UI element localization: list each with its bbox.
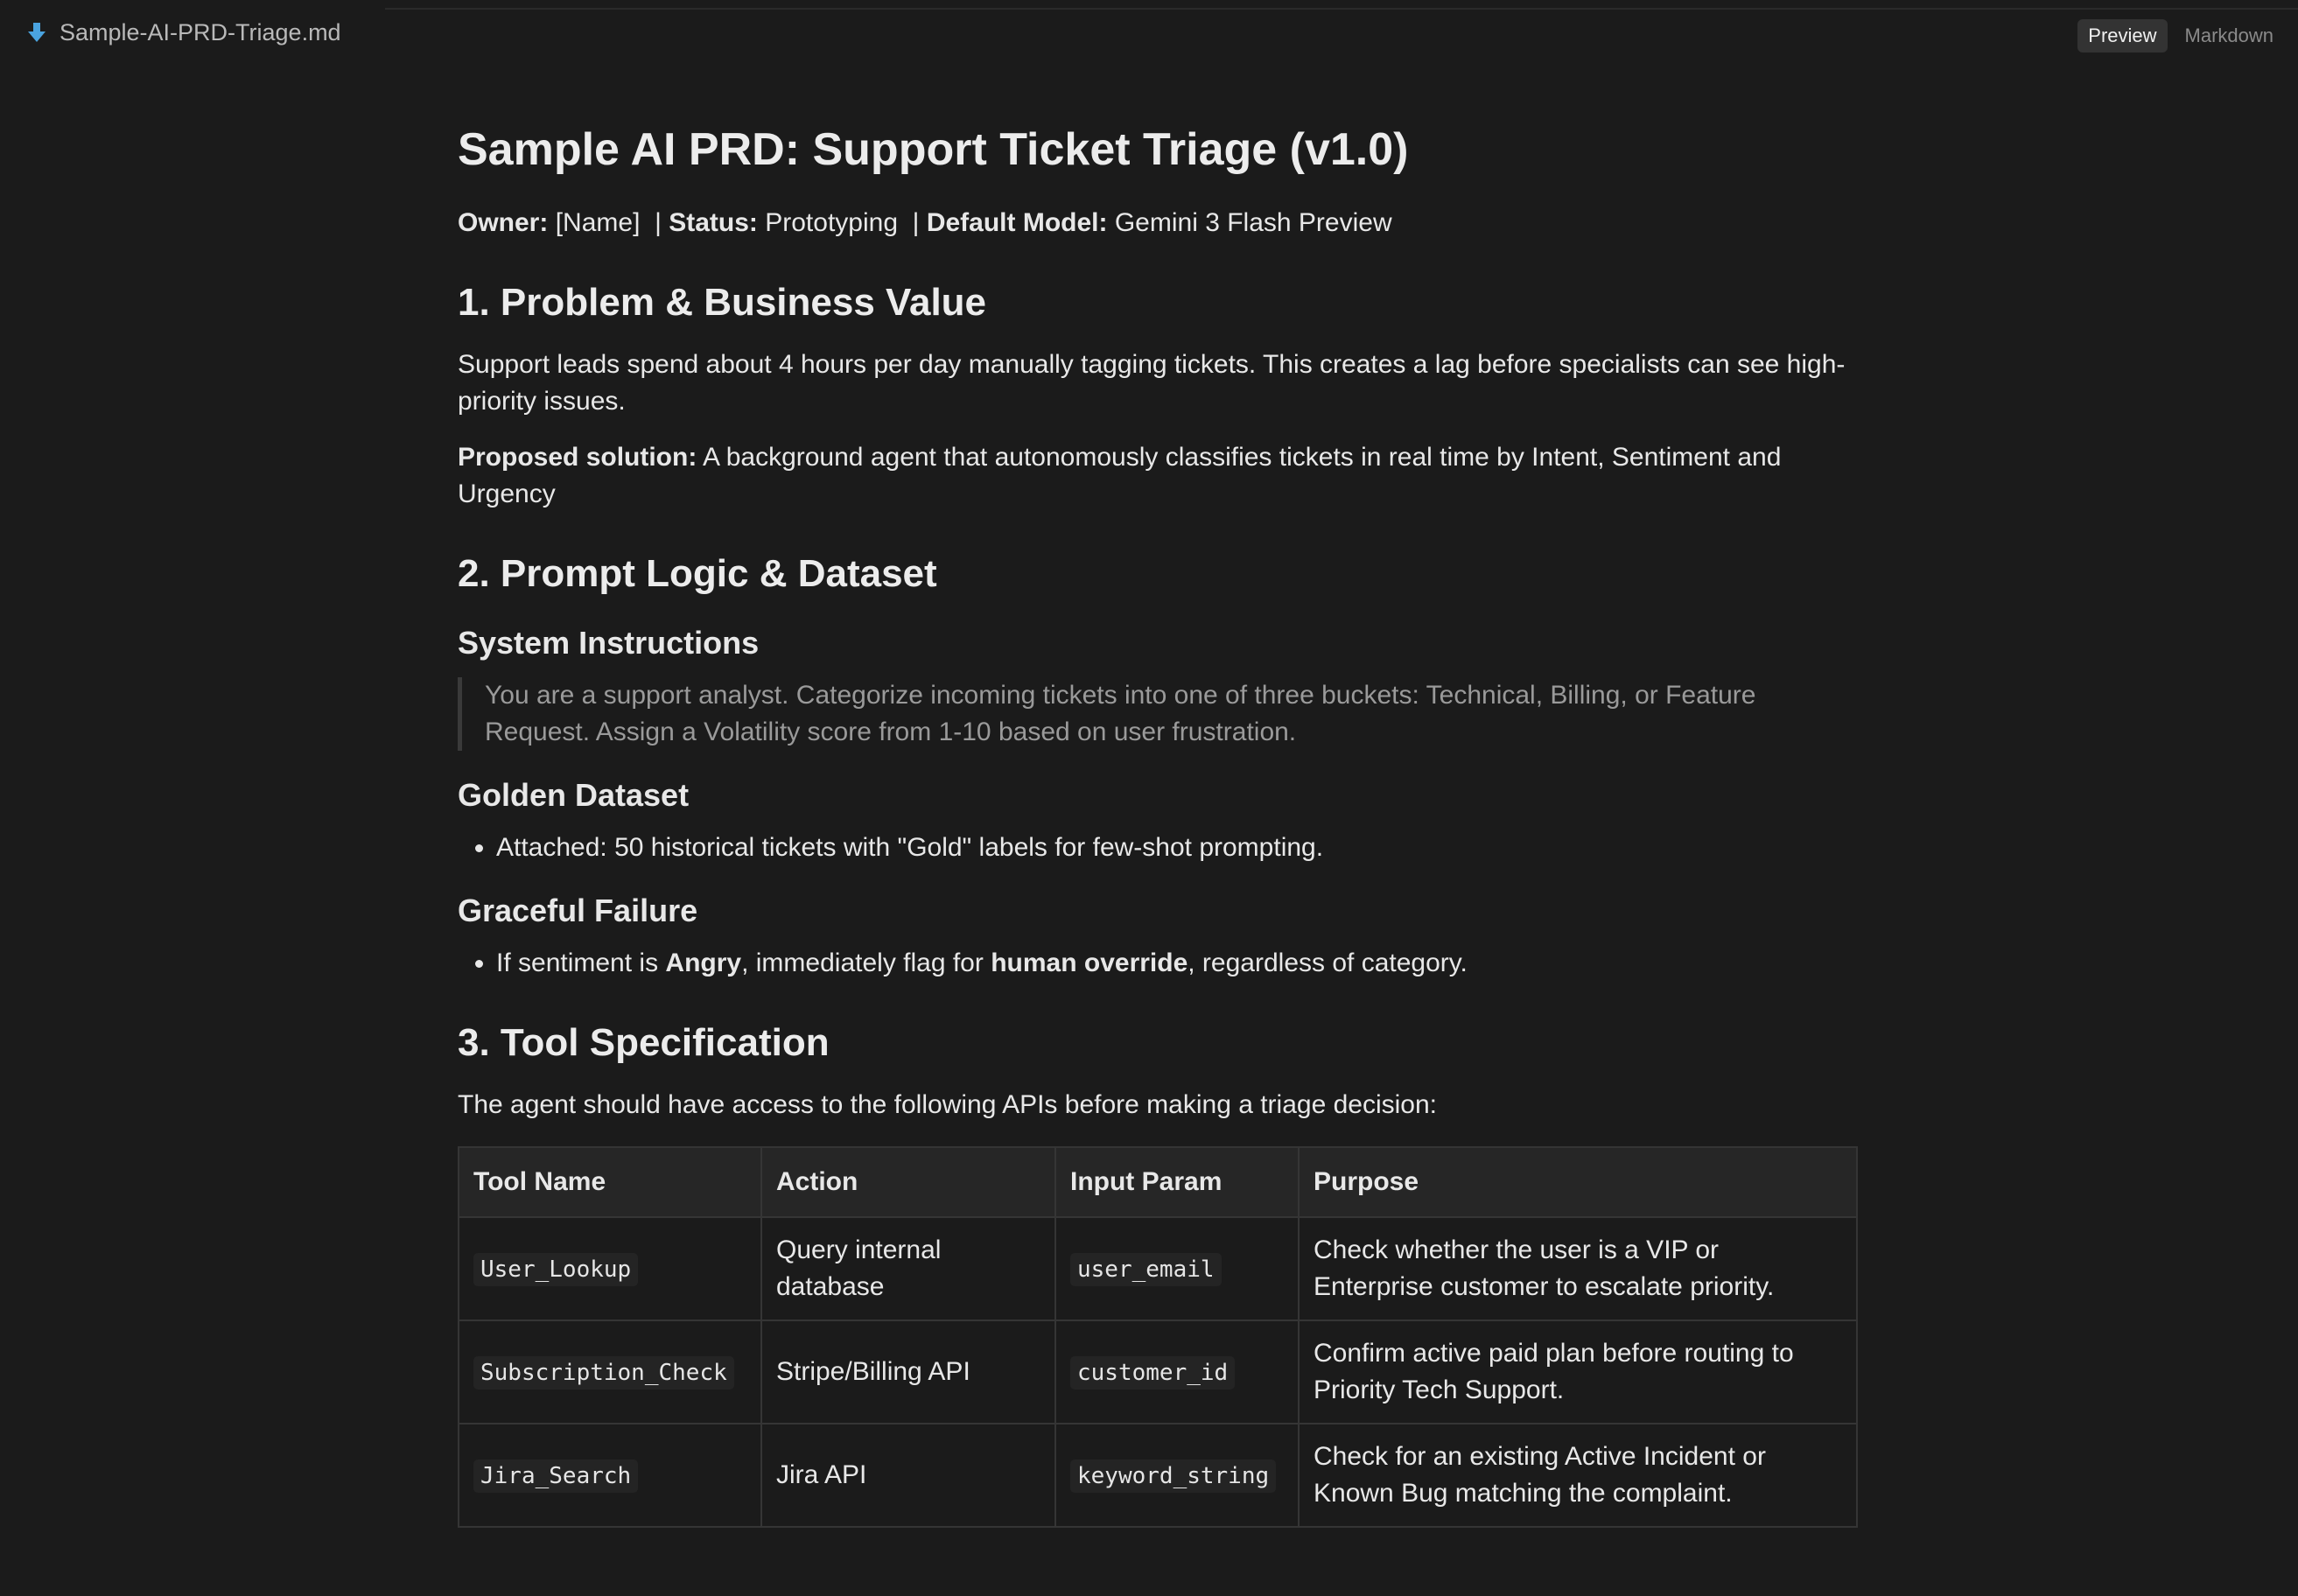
cell-action: Query internal database	[761, 1217, 1055, 1320]
editor-header	[0, 0, 2298, 74]
section-1-heading: 1. Problem & Business Value	[458, 281, 987, 324]
table-row	[459, 1217, 1857, 1320]
graceful-failure-heading: Graceful Failure	[458, 892, 698, 928]
owner-value: [Name]	[555, 208, 641, 237]
model-value: Gemini 3 Flash Preview	[1114, 208, 1392, 237]
proposed-solution-text: A background agent that autonomously classifies tickets in real time by Intent, Sentiment and Urgency	[458, 443, 1782, 508]
preview-button[interactable]: Preview	[2077, 19, 2167, 52]
header-purpose: Purpose	[1299, 1147, 1857, 1217]
header-input-param: Input Param	[1055, 1147, 1299, 1217]
failure-human-override: human override	[991, 948, 1188, 977]
file-tab[interactable]	[28, 19, 341, 46]
header-tool-name: Tool Name	[459, 1147, 761, 1217]
code-span: Subscription_Check	[473, 1356, 734, 1390]
table-header-row	[459, 1147, 1857, 1217]
tool-spec-intro: The agent should have access to the following APIs before making a triage decision:	[458, 1090, 1438, 1119]
proposed-solution-label: Proposed solution:	[458, 443, 697, 472]
section-3-heading: 3. Tool Specification	[458, 1021, 830, 1064]
system-instructions-heading: System Instructions	[458, 625, 760, 661]
list-item	[496, 945, 1858, 982]
failure-angry: Angry	[665, 948, 742, 977]
cell-purpose: Check for an existing Active Incident or Known Bug matching the complaint.	[1299, 1424, 1857, 1527]
status-value: Prototyping	[765, 208, 899, 237]
cell-purpose: Confirm active paid plan before routing to Priority Tech Support.	[1299, 1320, 1857, 1424]
code-span: user_email	[1070, 1253, 1222, 1286]
table-row	[459, 1320, 1857, 1424]
code-span: keyword_string	[1070, 1460, 1276, 1493]
list-item: • Attached: 50 historical tickets with "Gold" labels for few-shot prompting.	[496, 830, 1858, 866]
code-span: Jira_Search	[473, 1460, 638, 1493]
failure-text-pre: If sentiment is	[496, 948, 666, 977]
cell-input-param	[1055, 1217, 1299, 1320]
download-arrow-icon	[28, 23, 46, 44]
markdown-button[interactable]: Markdown	[2184, 24, 2273, 46]
view-mode-toggle	[2077, 19, 2284, 52]
code-span: User_Lookup	[473, 1253, 638, 1286]
golden-dataset-list	[458, 830, 1858, 866]
page-title: Sample AI PRD: Support Ticket Triage (v1.0)	[458, 124, 1409, 175]
cell-tool-name	[459, 1320, 761, 1424]
code-span: customer_id	[1070, 1356, 1235, 1390]
cell-purpose: Check whether the user is a VIP or Enterprise customer to escalate priority.	[1299, 1217, 1857, 1320]
problem-paragraph: Support leads spend about 4 hours per day manually tagging tickets. This creates a lag before specialists can see high-priority issues.	[458, 350, 1846, 416]
cell-input-param	[1055, 1320, 1299, 1424]
cell-tool-name	[459, 1217, 761, 1320]
cell-tool-name	[459, 1424, 761, 1527]
proposed-solution-paragraph	[458, 439, 1858, 513]
tool-spec-table	[458, 1146, 1858, 1528]
graceful-failure-list	[458, 945, 1858, 982]
failure-text-post: , regardless of category.	[1188, 948, 1468, 977]
table-row	[459, 1424, 1857, 1527]
system-instructions-quote: You are a support analyst. Categorize incoming tickets into one of three buckets: Technical, Billing, or Feature Request. Assign a Volatility score from 1-10 based on user frustration.	[458, 677, 1858, 751]
cell-input-param	[1055, 1424, 1299, 1527]
model-label: Default Model:	[926, 208, 1108, 237]
golden-dataset-heading: Golden Dataset	[458, 777, 690, 813]
header-action: Action	[761, 1147, 1055, 1217]
file-name: Sample-AI-PRD-Triage.md	[60, 19, 341, 46]
meta-line: Owner: [Name] | Status: Prototyping | Default Model: Gemini 3 Flash Preview	[458, 208, 1392, 237]
failure-text-mid: , immediately flag for	[741, 948, 991, 977]
document-preview	[458, 121, 1858, 1528]
cell-action: Stripe/Billing API	[761, 1320, 1055, 1424]
cell-action: Jira API	[761, 1424, 1055, 1527]
status-label: Status:	[669, 208, 758, 237]
owner-label: Owner:	[458, 208, 549, 237]
section-2-heading: 2. Prompt Logic & Dataset	[458, 552, 937, 595]
